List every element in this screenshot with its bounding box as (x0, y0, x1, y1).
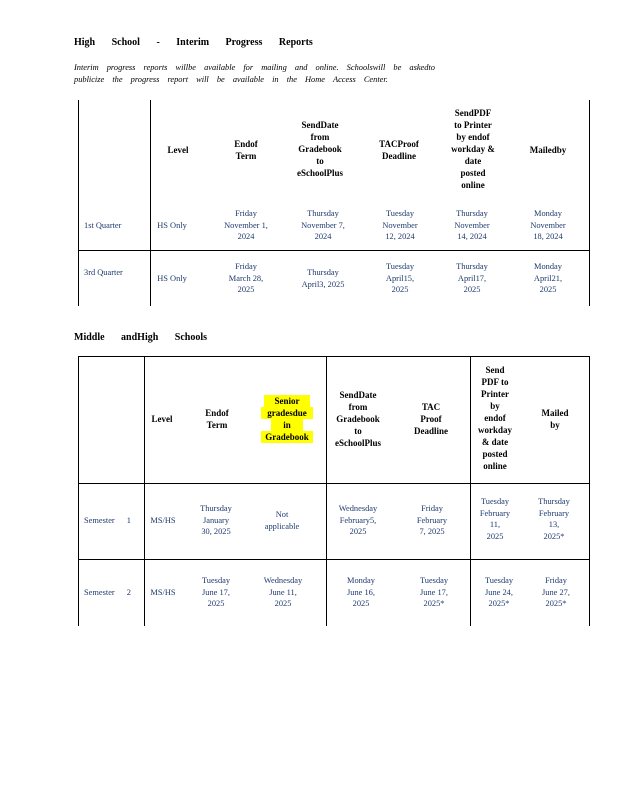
table2-row1-mailed: Thursday February 13, 2025* (538, 497, 570, 541)
table1-border-left (78, 100, 79, 306)
table1-row2-level: HS Only (157, 274, 187, 283)
table1-row1-send-date: Thursday November 7, 2024 (301, 209, 345, 241)
table2-header-mailed: Mailed by (541, 408, 569, 430)
table2-header-end-term: Endof Term (205, 408, 229, 430)
table1-row2-mailed: Monday April21, 2025 (533, 262, 563, 294)
table2-header-senior-grades: Senior gradesdue in Gradebook (252, 395, 322, 443)
section1-intro-line2: publicize the progress report will be available in the Home Access Center. (74, 75, 388, 84)
table1-row1-tac-deadline: Tuesday November 12, 2024 (382, 209, 418, 241)
table1-row2-send-pdf: Thursday April17, 2025 (456, 262, 488, 294)
table2-row1-send-pdf: Tuesday February 11, 2025 (479, 497, 511, 541)
table1-header-send-date: SendDate from Gradebook to eSchoolPlus (296, 120, 343, 178)
table1-row1-period: 1st Quarter (84, 221, 122, 230)
section2-title: Middle andHigh Schools (74, 332, 208, 343)
table1-row1-mailed: Monday November 18, 2024 (530, 209, 566, 241)
table2-row2-mailed: Friday June 27, 2025* (542, 576, 570, 608)
table2-header-level: Level (151, 414, 173, 424)
table2-header-tac-deadline: TAC Proof Deadline (413, 402, 448, 436)
table2-row2-period: Semester 2 (84, 588, 131, 597)
table2-divider-sendpdf (470, 356, 471, 626)
table2-border-left (78, 356, 79, 626)
table1-row2-period: 3rd Quarter (84, 268, 123, 277)
table1-row1-send-pdf: Thursday November 14, 2024 (454, 209, 490, 241)
table1-border-right (589, 100, 590, 306)
table2-row2-send-pdf: Tuesday June 24, 2025* (484, 576, 514, 608)
table2-divider-senddate (326, 356, 327, 626)
section1-title: High School - Interim Progress Reports (74, 37, 313, 48)
table2-row2-senior-grades: Wednesday June 11, 2025 (263, 576, 303, 608)
table1-row1-level: HS Only (157, 221, 187, 230)
table1-row-divider (78, 250, 590, 251)
table1-row2-send-date: Thursday April3, 2025 (301, 268, 345, 289)
table1-header-level: Level (167, 145, 189, 155)
table1-header-tac-deadline: TACProof Deadline (379, 139, 419, 161)
table1-header-end-term: Endof Term (234, 139, 258, 161)
table1-header-mailed: Mailedby (529, 145, 567, 155)
table1-row2-tac-deadline: Tuesday April15, 2025 (385, 262, 415, 294)
table2-row2-end-term: Tuesday June 17, 2025 (201, 576, 231, 608)
table2-divider-level (144, 356, 145, 626)
table2-row2-tac-deadline: Tuesday June 17, 2025* (419, 576, 449, 608)
table1-row2-end-term: Friday March 28, 2025 (228, 262, 264, 294)
table2-row2-level: MS/HS (150, 588, 176, 597)
table2-row1-level: MS/HS (150, 516, 176, 525)
table1-header-send-pdf: SendPDF to Printer by endof workday & date posted online (451, 108, 495, 190)
table2-row1-senior-grades: Not applicable (264, 510, 300, 531)
table1-row1-end-term: Friday November 1, 2024 (224, 209, 268, 241)
table2-header-send-pdf: Send PDF to Printer by endof workday & date posted online (477, 365, 512, 471)
table2-row1-tac-deadline: Friday February 7, 2025 (416, 504, 448, 536)
table2-row1-period: Semester 1 (84, 516, 131, 525)
table2-border-top (78, 356, 590, 357)
table2-row2-send-date: Monday June 16, 2025 (347, 576, 375, 608)
section1-intro-line1: Interim progress reports willbe available for mailing and online. Schoolswill be askedto (74, 63, 435, 72)
table2-border-right (589, 356, 590, 626)
table2-row1-end-term: Thursday January 30, 2025 (200, 504, 232, 536)
table2-row1-send-date: Wednesday February5, 2025 (338, 504, 378, 536)
table2-header-send-date: SendDate from Gradebook to eSchoolPlus (334, 390, 381, 448)
table2-header-divider (78, 483, 590, 484)
table2-row-divider (78, 559, 590, 560)
